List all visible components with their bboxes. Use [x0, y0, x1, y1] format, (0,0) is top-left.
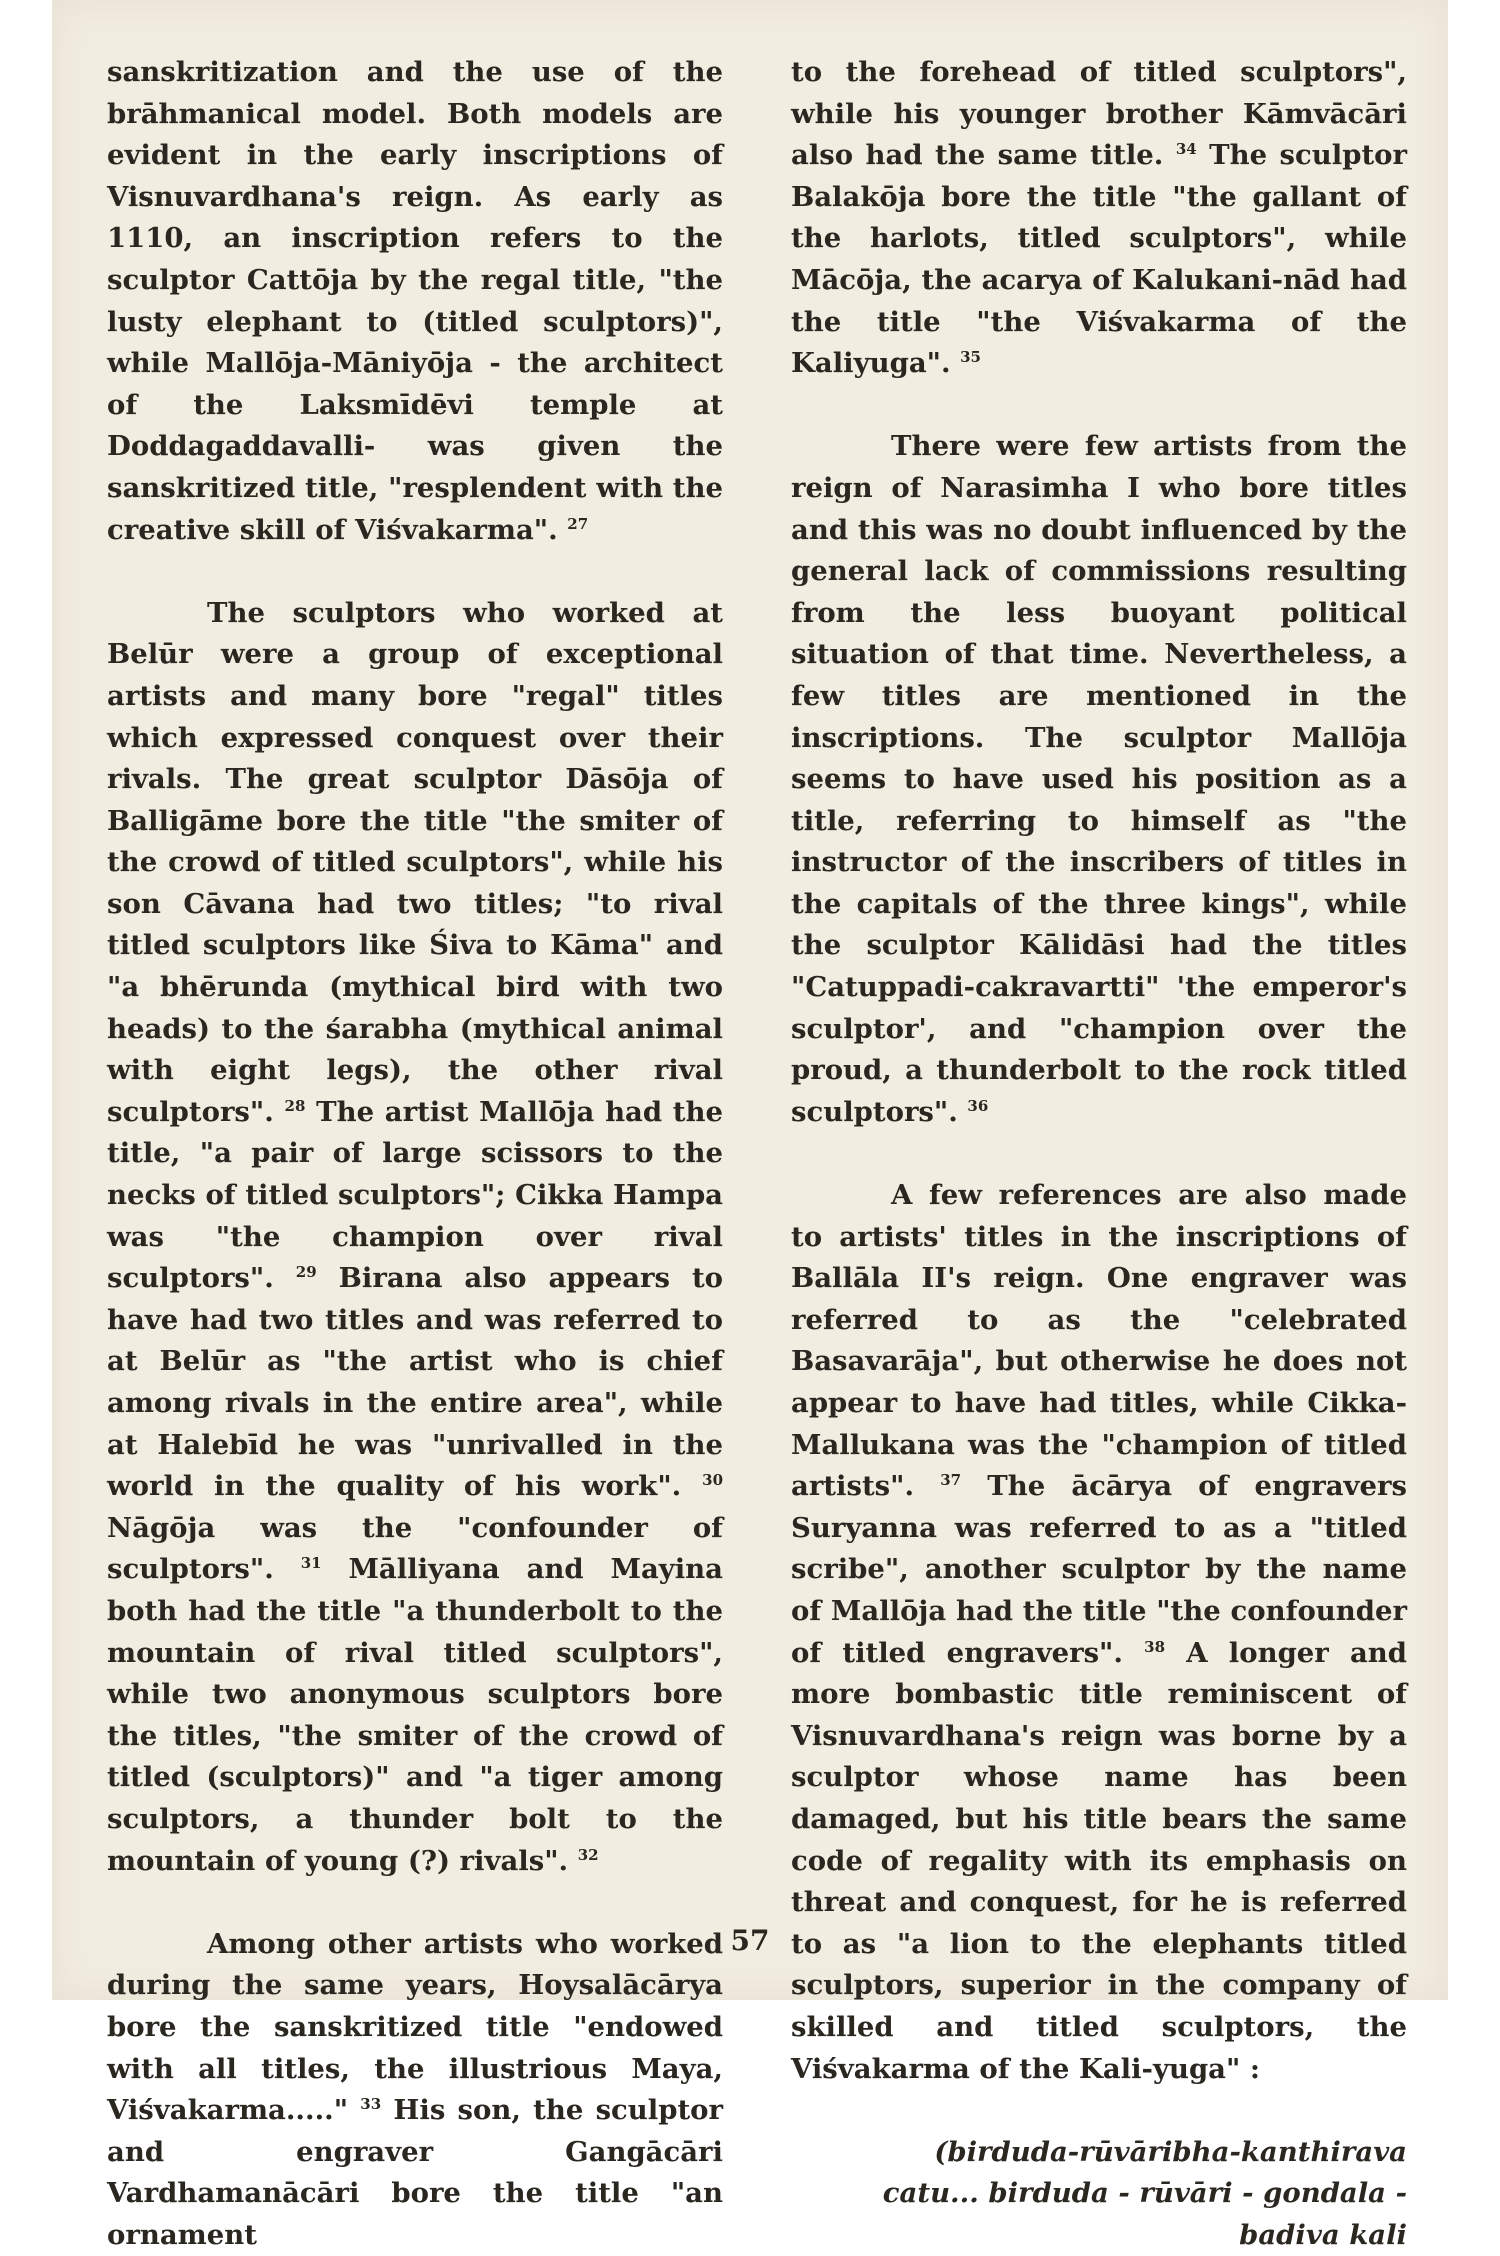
footnote-ref: 38 — [1144, 1637, 1166, 1656]
paragraph: Among other artists who worked during the same years, Hoysalācārya bore the sanskritized title "endowed with all titles, the illustrious Maya, Viśvakarma....." $^{33}$ His son, the sculptor and engraver Gangācāri Vardhamanācāri bore the title "an ornament — [107, 1927, 724, 2251]
footnote-ref: 33 — [360, 2094, 382, 2113]
inscription-line: (birduda-rūvāribha-kanthirava — [934, 2135, 1407, 2168]
page-number: 57 — [730, 1924, 770, 1957]
page — [52, 0, 1448, 2251]
footnote-ref: 34 — [1175, 140, 1197, 159]
footnote-ref: 32 — [577, 1845, 599, 1864]
footnote-ref: 28 — [284, 1096, 306, 1115]
paragraph: The sculptors who worked at Belūr were a group of exceptional artists and many bore "regal" titles which expressed conquest over their rivals. The great sculptor Dāsōja of Balligāme bore the title "the smiter of the crowd of titled sculptors", while his son Cāvana had two titles; "to rival titled sculptors like Śiva to Kāma" and "a bhērunda (mythical bird with two heads) to the śarabha (mythical animal with eight legs), the other rival sculptors". $^{28}$ The artist Mallōja had the title, "a pair of large scissors to the necks of titled sculptors"; Cikka Hampa was "the champion over rival sculptors". $^{29}$ Birana also appears to have had two titles and was referred to at Belūr as "the artist who is chief among rivals in the entire area", while at Halebīd he was "unrivalled in the world in the quality of his work". $^{30}$ Nāgōja was the "confounder of sculptors". $^{31}$ Mālliyana and Mayina both had the title "a thunderbolt to the mountain of rival titled sculptors", while two anonymous sculptors bore the titles, "the smiter of the crowd of titled (sculptors)" and "a tiger among sculptors, a thunder bolt to the mountain of young (?) rivals". $^{32}$ — [107, 596, 724, 1877]
footnote-ref: 31 — [300, 1554, 322, 1573]
paragraph: sanskritization and the use of the brāhmanical model. Both models are evident in the early inscriptions of Visnuvardhana's reign. As early as 1110, an inscription refers to the sculptor Cattōja by the regal title, "the lusty elephant to (titled sculptors)", while Mallōja-Māniyōja - the architect of the Laksmīdēvi temple at Doddagaddavalli- was given the sanskritized title, "resplendent with the creative skill of Viśvakarma". $^{27}$ — [107, 56, 723, 546]
footnote-ref: 29 — [295, 1263, 317, 1282]
footnote-ref: 36 — [967, 1096, 989, 1115]
footnote-ref: 27 — [567, 514, 589, 533]
footnote-ref: 30 — [702, 1471, 724, 1490]
paragraph: There were few artists from the reign of Narasimha I who bore titles and this was no doubt influenced by the general lack of commissions resulting from the less buoyant political situation of that time. Nevertheless, a few titles are mentioned in the inscriptions. The sculptor Mallōja seems to have used his position as a title, referring to himself as "the instructor of the inscribers of titles in the capitals of the three kings", while the sculptor Kālidāsi had the titles "Catuppadi-cakravartti" 'the emperor's sculptor', and "champion over the proud, a thunderbolt to the rock titled sculptors". $^{36}$ — [791, 430, 1407, 1128]
footnote-ref: 35 — [960, 348, 981, 366]
paragraph: to the forehead of titled sculptors", while his younger brother Kāmvācāri also had the same title. $^{34}$ The sculptor Balakōja bore the title "the gallant of the harlots, titled sculptors", while Mācōja, the acarya of Kalukani-nād had the title "the Viśvakarma of the Kaliyuga". $^{35}$ — [791, 56, 1407, 380]
inscription-line: catu... birduda - rūvāri - gondala - badiva kali — [882, 2177, 1407, 2251]
paragraph: A few references are also made to artists' titles in the inscriptions of Ballāla II's reign. One engraver was referred to as the "celebrated Basavarāja", but otherwise he does not appear to have had titles, while Cikka-Mallukana was the "champion of titled artists". $^{37}$ The ācārya of engravers Suryanna was referred to as a "titled scribe", another sculptor by the name of Mallōja had the title "the confounder of titled engravers". $^{38}$ A longer and more bombastic title reminiscent of Visnuvardhana's reign was borne by a sculptor whose name has been damaged, but his title bears the same code of regality with its emphasis on threat and conquest, for he is referred to as "a lion to the elephants titled sculptors, superior in the company of skilled and titled sculptors, the Viśvakarma of the Kali-yuga" : — [791, 1179, 1408, 2085]
footnote-ref: 37 — [940, 1471, 962, 1490]
